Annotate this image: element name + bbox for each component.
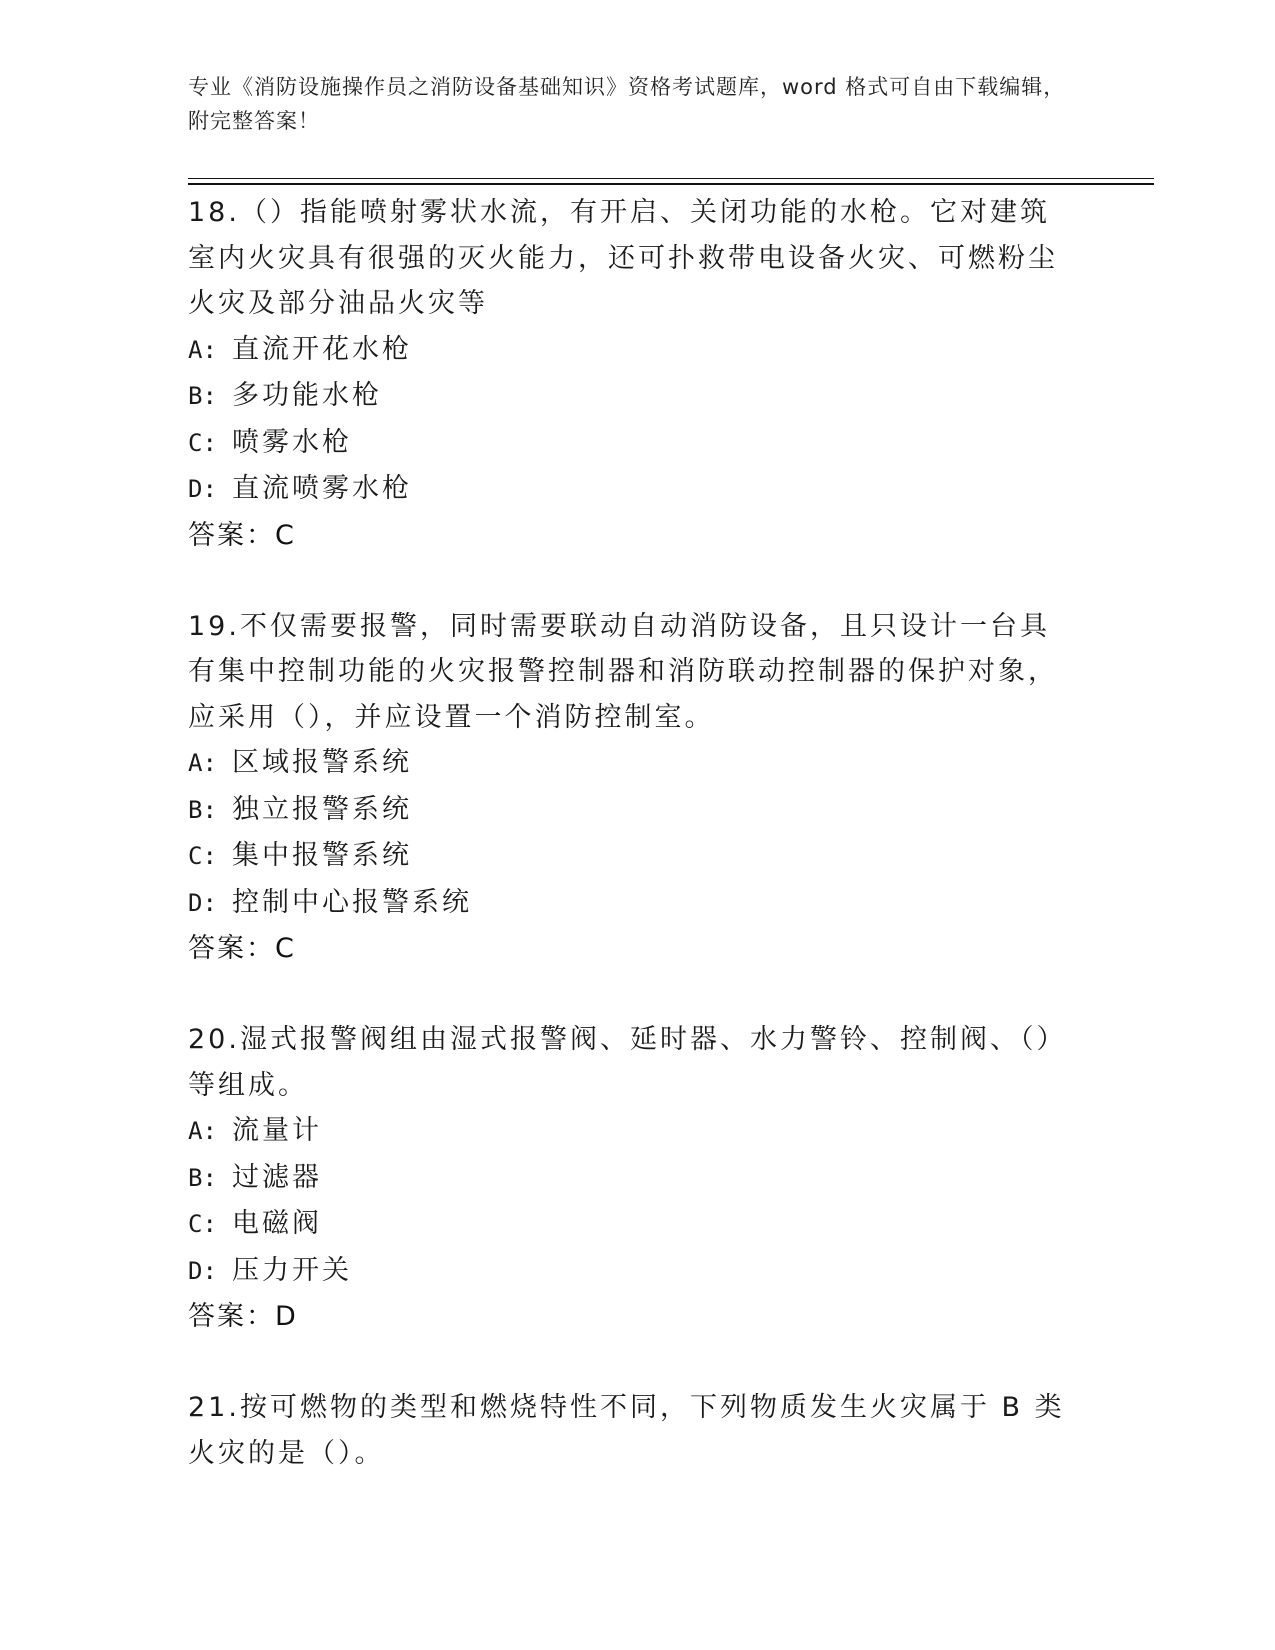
- question-stem: 19.不仅需要报警，同时需要联动自动消防设备，且只设计一台具有集中控制功能的火灾报警控制器和消防联动控制器的保护对象，应采用（），并应设置一个消防控制室。: [188, 610, 1058, 733]
- question-stem: 20.湿式报警阀组由湿式报警阀、延时器、水力警铃、控制阀、（）等组成。: [188, 1024, 1067, 1101]
- option-text: 喷雾水枪: [232, 426, 352, 458]
- option-letter: C:: [188, 842, 217, 870]
- option-text: 直流开花水枪: [232, 333, 412, 365]
- header-rule-thin: [188, 178, 1154, 179]
- option-a: [188, 327, 1068, 374]
- answer-label: 答案：: [188, 1301, 275, 1332]
- option-text: 电磁阀: [232, 1208, 322, 1239]
- option-letter: A:: [188, 749, 217, 777]
- option-letter: D:: [188, 475, 217, 503]
- option-text: 独立报警系统: [232, 793, 412, 825]
- option-letter: B:: [188, 382, 217, 410]
- question-stem: 18.（）指能喷射雾状水流，有开启、关闭功能的水枪。它对建筑室内火灾具有很强的灭火能力，还可扑救带电设备火灾、可燃粉尘火灾及部分油品火灾等: [188, 197, 1058, 319]
- option-text: 多功能水枪: [232, 380, 382, 411]
- option-letter: C:: [188, 1210, 217, 1238]
- answer-value: C: [275, 519, 294, 551]
- question-20: [188, 1017, 1068, 1340]
- option-text: 集中报警系统: [232, 840, 412, 871]
- answer-label: 答案：: [188, 933, 275, 964]
- option-d: [188, 880, 1068, 927]
- option-text: 压力开关: [232, 1254, 352, 1286]
- option-c: [188, 420, 1068, 467]
- option-letter: D:: [188, 1256, 217, 1285]
- option-letter: B:: [188, 1163, 217, 1192]
- question-19: [188, 604, 1068, 973]
- option-text: 过滤器: [232, 1161, 322, 1193]
- answer-line: [188, 926, 1068, 972]
- option-text: 控制中心报警系统: [232, 886, 472, 918]
- question-list: [188, 190, 1068, 1521]
- answer-value: C: [275, 933, 294, 964]
- option-b: [188, 373, 1068, 420]
- option-b: [188, 1155, 1068, 1202]
- option-c: [188, 1201, 1068, 1248]
- option-letter: C:: [188, 428, 217, 457]
- option-text: 区域报警系统: [232, 747, 412, 778]
- option-a: [188, 740, 1068, 787]
- option-a: [188, 1108, 1068, 1155]
- option-text: 流量计: [232, 1115, 322, 1146]
- option-b: [188, 787, 1068, 834]
- answer-value: D: [275, 1301, 296, 1332]
- option-d: [188, 466, 1068, 513]
- option-d: [188, 1248, 1068, 1295]
- answer-label: 答案：: [188, 519, 275, 551]
- question-stem: 21.按可燃物的类型和燃烧特性不同，下列物质发生火灾属于 B 类火灾的是（）。: [188, 1392, 1065, 1469]
- answer-line: [188, 513, 1068, 559]
- question-21: [188, 1385, 1068, 1476]
- answer-line: [188, 1294, 1068, 1340]
- question-18: [188, 190, 1068, 559]
- option-c: [188, 833, 1068, 880]
- option-letter: D:: [188, 888, 217, 917]
- header-rule-thick: [188, 183, 1154, 185]
- option-letter: A:: [188, 1117, 217, 1145]
- option-letter: B:: [188, 795, 217, 824]
- document-header: 专业《消防设施操作员之消防设备基础知识》资格考试题库，word 格式可自由下载编辑，附完整答案！: [188, 75, 1066, 133]
- option-text: 直流喷雾水枪: [232, 473, 412, 504]
- option-letter: A:: [188, 335, 217, 364]
